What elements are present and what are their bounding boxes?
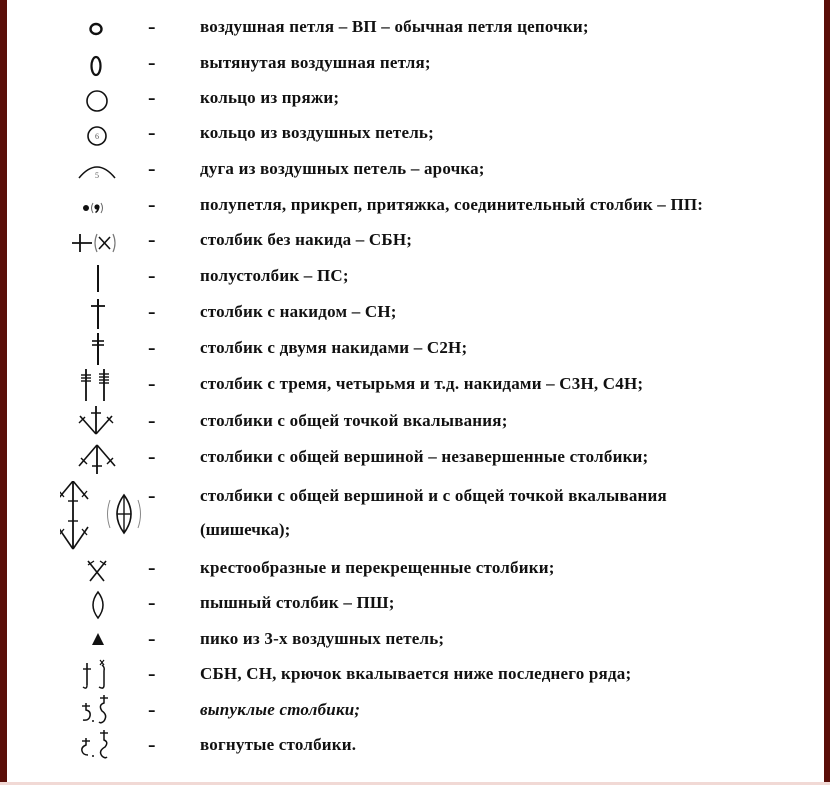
legend-text: столбик с накидом – СН; xyxy=(200,302,397,321)
spike-stitch-icon xyxy=(60,659,160,693)
half-double-crochet-icon xyxy=(60,261,160,295)
legend-item xyxy=(0,118,830,152)
legend-item xyxy=(0,695,830,729)
elongated-chain-icon xyxy=(60,48,160,82)
chain-ring-icon xyxy=(60,118,160,152)
separator: – xyxy=(148,665,156,683)
common-base-icon xyxy=(60,406,160,440)
separator: – xyxy=(148,124,156,142)
legend-text: крестообразные и перекрещенные столбики; xyxy=(200,558,555,577)
legend-text: столбики с общей вершиной и с общей точкой вкалывания xyxy=(200,486,667,505)
separator: – xyxy=(148,18,156,36)
legend-text: дуга из воздушных петель – арочка; xyxy=(200,159,485,178)
separator: – xyxy=(148,736,156,754)
legend-item xyxy=(0,154,830,188)
legend-text: воздушная петля – ВП – обычная петля цепочки; xyxy=(200,17,589,36)
legend-item xyxy=(0,481,830,551)
separator: – xyxy=(148,160,156,178)
puff-stitch-icon xyxy=(60,588,160,622)
chain-stitch-icon xyxy=(60,12,160,46)
separator: – xyxy=(148,54,156,72)
svg-text:6: 6 xyxy=(95,132,99,141)
single-crochet-icon xyxy=(60,225,160,259)
legend-text: кольцо из пряжи; xyxy=(200,88,340,107)
legend-item xyxy=(0,48,830,82)
separator: – xyxy=(148,559,156,577)
separator: – xyxy=(148,594,156,612)
chain-arc-icon xyxy=(60,154,160,188)
separator: – xyxy=(148,231,156,249)
legend-item xyxy=(0,297,830,331)
legend-text: выпуклые столбики; xyxy=(200,700,361,719)
legend-text: столбики с общей точкой вкалывания; xyxy=(200,411,508,430)
legend-item xyxy=(0,442,830,476)
separator: – xyxy=(148,89,156,107)
legend-item xyxy=(0,588,830,622)
yarn-ring-icon xyxy=(60,83,160,117)
legend-item xyxy=(0,225,830,259)
separator: – xyxy=(148,375,156,393)
legend-item xyxy=(0,261,830,295)
legend-item xyxy=(0,333,830,367)
separator: – xyxy=(148,196,156,214)
multi-yarnover-icon xyxy=(60,369,160,403)
legend-text-line2: (шишечка); xyxy=(200,520,291,539)
separator: – xyxy=(148,701,156,719)
crossed-stitch-icon xyxy=(60,553,160,587)
common-top-icon xyxy=(60,442,160,476)
legend-text: пышный столбик – ПШ; xyxy=(200,593,395,612)
back-post-icon xyxy=(60,730,160,764)
legend-item xyxy=(0,406,830,440)
legend-text: столбик с двумя накидами – С2Н; xyxy=(200,338,468,357)
legend-item xyxy=(0,83,830,117)
separator: – xyxy=(148,448,156,466)
legend-text: вытянутая воздушная петля; xyxy=(200,53,431,72)
separator: – xyxy=(148,412,156,430)
bobble-icon xyxy=(60,481,160,551)
separator: – xyxy=(148,267,156,285)
separator: – xyxy=(148,303,156,321)
legend-item xyxy=(0,369,830,403)
svg-text:5: 5 xyxy=(95,171,99,180)
legend-text: пико из 3-х воздушных петель; xyxy=(200,629,445,648)
separator: – xyxy=(148,339,156,357)
legend-item xyxy=(0,624,830,658)
legend-text: полустолбик – ПС; xyxy=(200,266,349,285)
slip-stitch-icon xyxy=(60,190,160,224)
picot-icon xyxy=(60,624,160,658)
separator: – xyxy=(148,487,156,505)
legend-text: кольцо из воздушных петель; xyxy=(200,123,434,142)
separator: – xyxy=(148,630,156,648)
legend-text: СБН, СН, крючок вкалывается ниже последнего ряда; xyxy=(200,664,632,683)
legend-text: вогнутые столбики. xyxy=(200,735,357,754)
front-post-icon xyxy=(60,695,160,729)
double-crochet-icon xyxy=(60,297,160,331)
legend-item xyxy=(0,659,830,693)
legend-text: столбики с общей вершиной – незавершенные столбики; xyxy=(200,447,649,466)
legend-text: столбик без накида – СБН; xyxy=(200,230,413,249)
legend-item xyxy=(0,553,830,587)
treble-crochet-icon xyxy=(60,333,160,367)
legend-item xyxy=(0,730,830,764)
legend-text: столбик с тремя, четырьмя и т.д. накидами – С3Н, С4Н; xyxy=(200,374,644,393)
legend-item xyxy=(0,190,830,224)
legend-text: полупетля, прикреп, притяжка, соединительный столбик – ПП: xyxy=(200,195,704,214)
legend-item xyxy=(0,12,830,46)
